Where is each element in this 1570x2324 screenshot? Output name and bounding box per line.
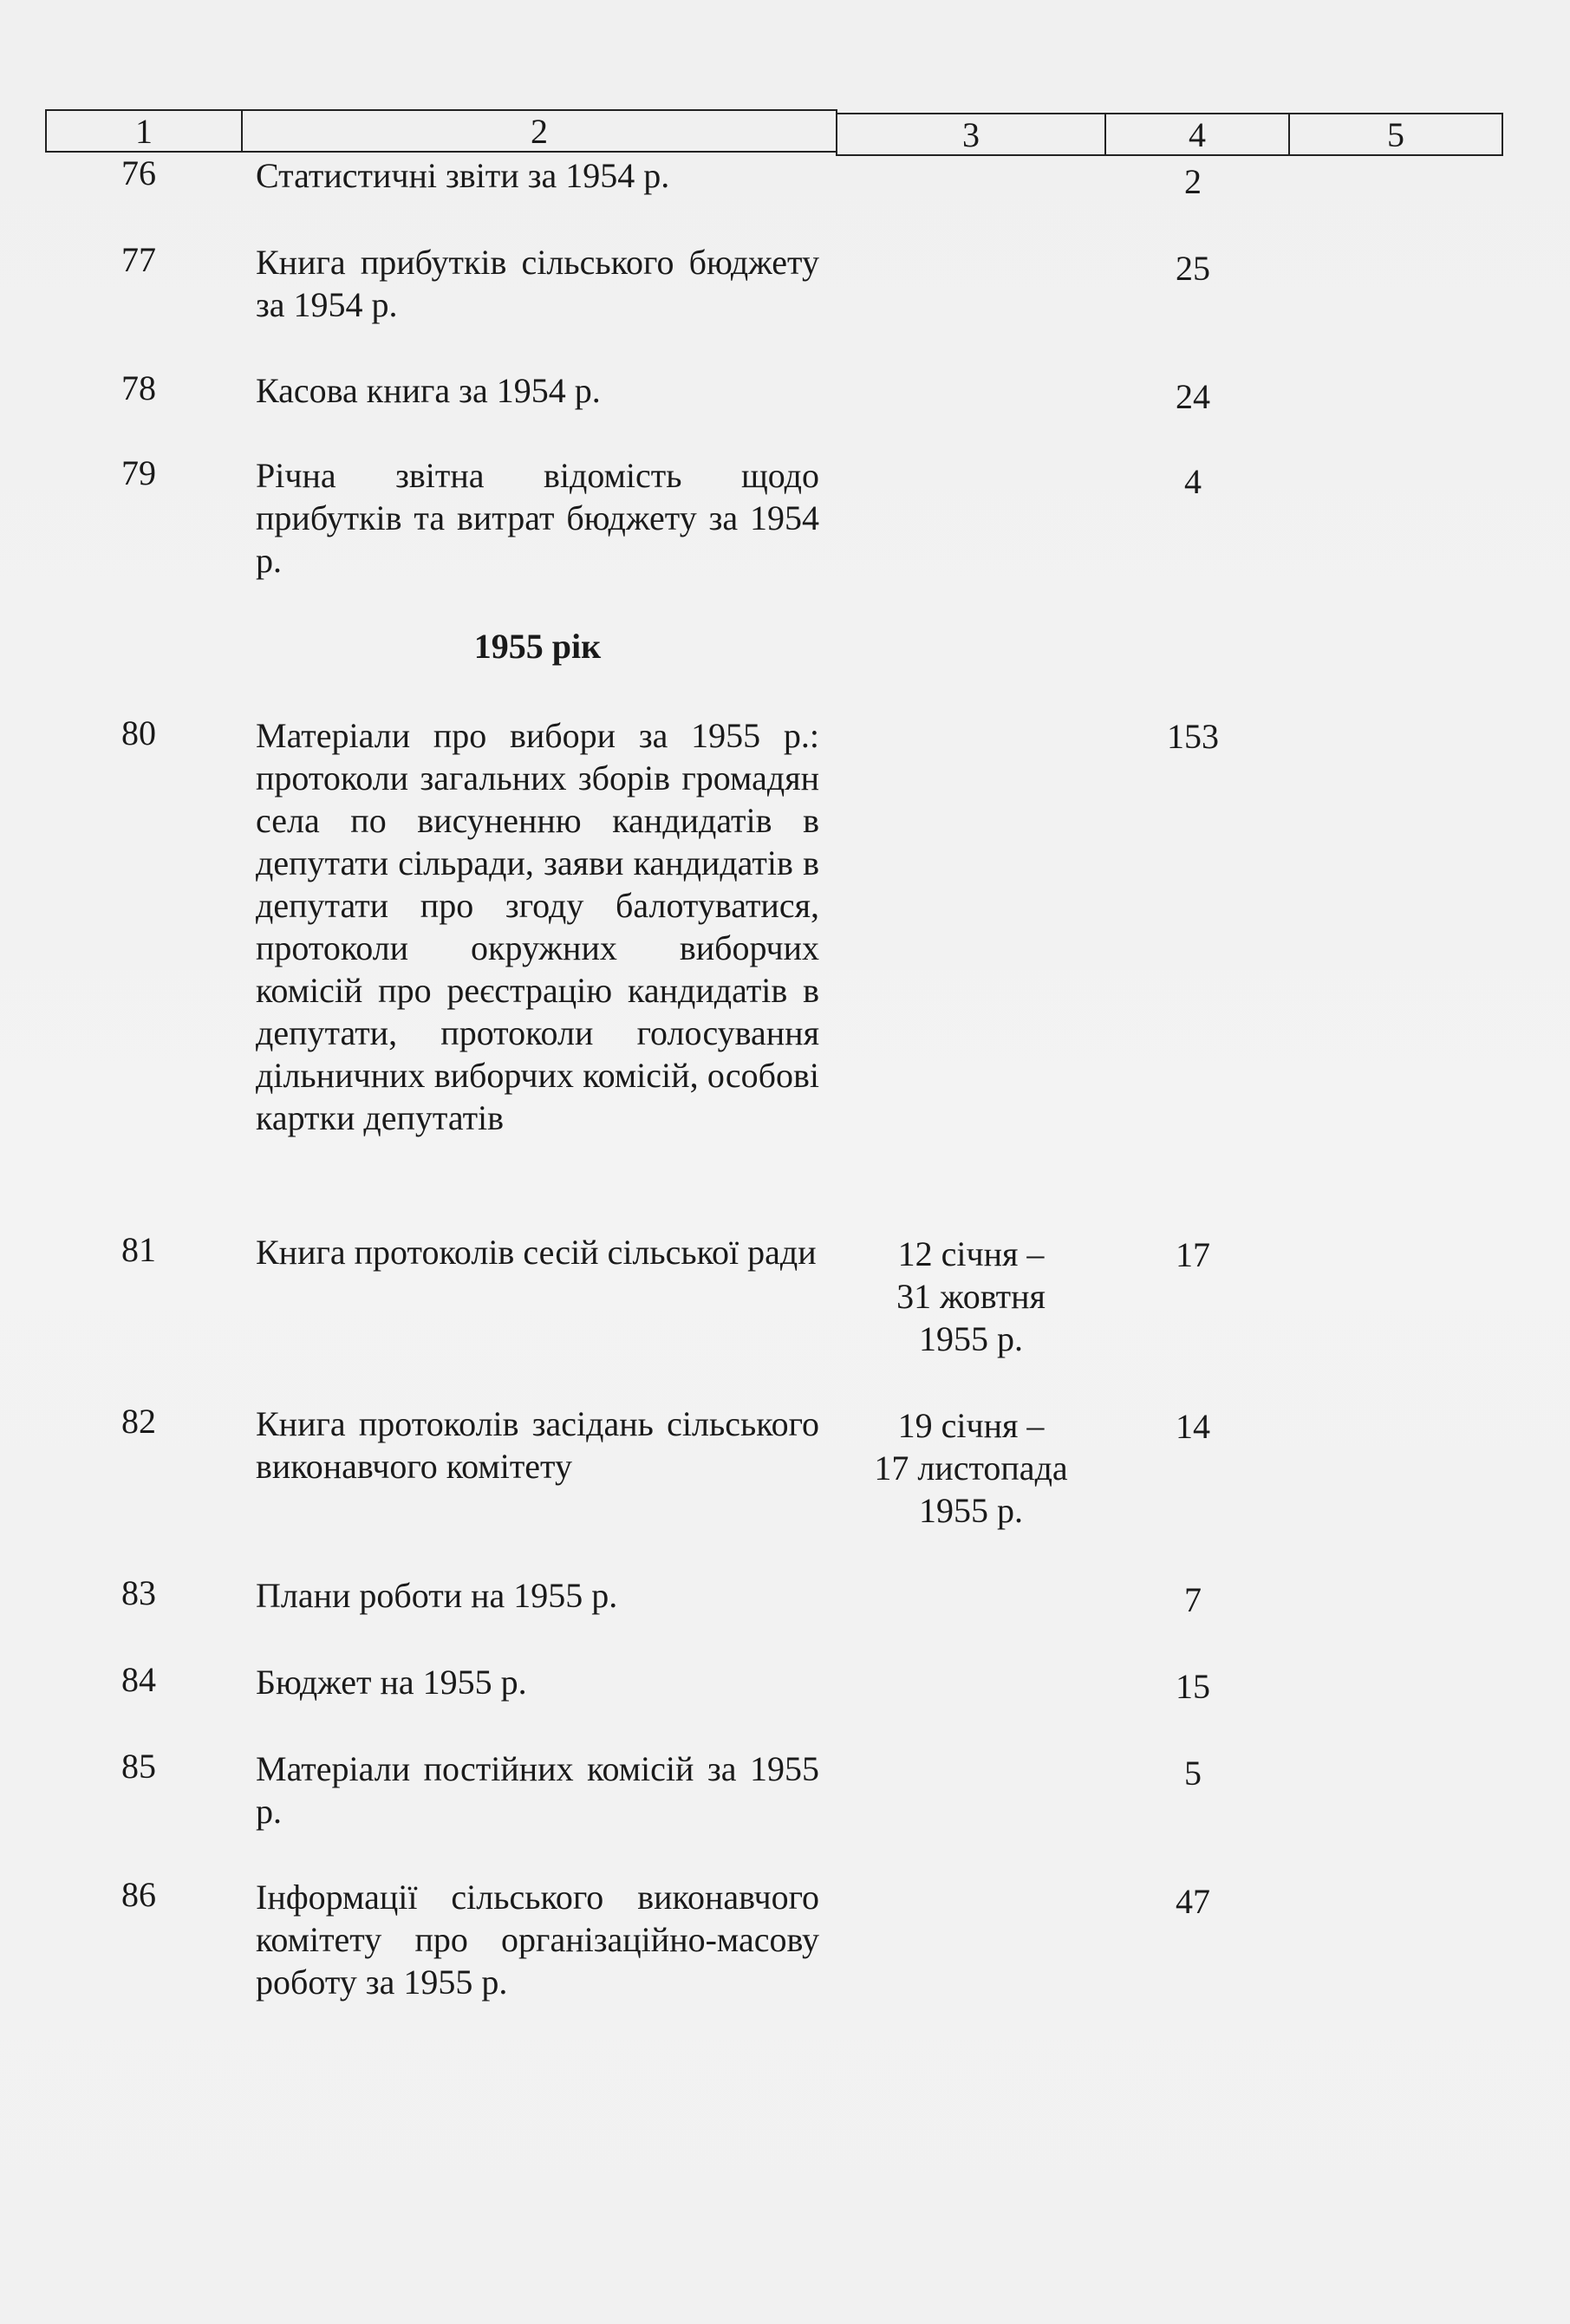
item-number: 86: [121, 1875, 156, 1914]
item-number: 80: [121, 713, 156, 752]
item-number: 79: [121, 453, 156, 492]
item-sheets: 5: [1184, 1754, 1202, 1793]
item-title: Статистичні звіти за 1954 р.: [256, 156, 670, 195]
section-heading-1955: 1955 рік: [473, 627, 602, 666]
item-sheets: 7: [1184, 1580, 1202, 1619]
item-sheets: 17: [1176, 1235, 1210, 1274]
item-title: Бюджет на 1955 р.: [256, 1663, 527, 1702]
item-sheets: 24: [1176, 377, 1210, 416]
item-title: Матеріали про вибори за 1955 р.: протоколи загальних зборів громадян села по висуненню кандидатів в депутати сільради, заяви кандидатів в депутати про згоду балотуватися, протоколи окружних виборчих комісій про реєстрацію кандидатів в депутати, протоколи голосування дільничних виборчих комісій, особові картки депутатів: [256, 716, 819, 1137]
header-col-2: 2: [241, 109, 837, 153]
item-sheets: 2: [1184, 162, 1202, 201]
item-title: Інформації сільського виконавчого комітету про організаційно-масову роботу за 1955 р.: [256, 1878, 819, 2002]
item-sheets: 14: [1176, 1407, 1210, 1446]
item-dates: 12 січня – 31 жовтня 1955 р.: [896, 1234, 1046, 1358]
item-number: 83: [121, 1573, 156, 1612]
item-title: Книга протоколів сесій сільської ради: [256, 1233, 817, 1272]
item-number: 85: [121, 1747, 156, 1786]
header-col-3: 3: [836, 113, 1106, 156]
item-sheets: 25: [1176, 249, 1210, 288]
item-title: Касова книга за 1954 р.: [256, 371, 601, 410]
header-col-1: 1: [45, 109, 243, 153]
item-title: Матеріали постійних комісій за 1955 р.: [256, 1749, 819, 1831]
item-title: Плани роботи на 1955 р.: [256, 1576, 618, 1615]
item-dates: 19 січня – 17 листопада 1955 р.: [874, 1406, 1068, 1530]
item-sheets: 47: [1176, 1882, 1210, 1921]
item-number: 82: [121, 1402, 156, 1441]
item-sheets: 153: [1167, 717, 1219, 756]
item-sheets: 4: [1184, 462, 1202, 501]
item-number: 84: [121, 1660, 156, 1699]
item-sheets: 15: [1176, 1667, 1210, 1706]
item-title: Книга протоколів засідань сільського виконавчого комітету: [256, 1404, 819, 1486]
item-number: 78: [121, 368, 156, 407]
header-col-5: 5: [1288, 113, 1503, 156]
item-title: Річна звітна відомість щодо прибутків та витрат бюджету за 1954 р.: [256, 456, 819, 580]
item-number: 76: [121, 153, 156, 192]
item-number: 81: [121, 1230, 156, 1269]
item-number: 77: [121, 240, 156, 279]
header-col-4: 4: [1104, 113, 1290, 156]
item-title: Книга прибутків сільського бюджету за 1954 р.: [256, 243, 819, 324]
